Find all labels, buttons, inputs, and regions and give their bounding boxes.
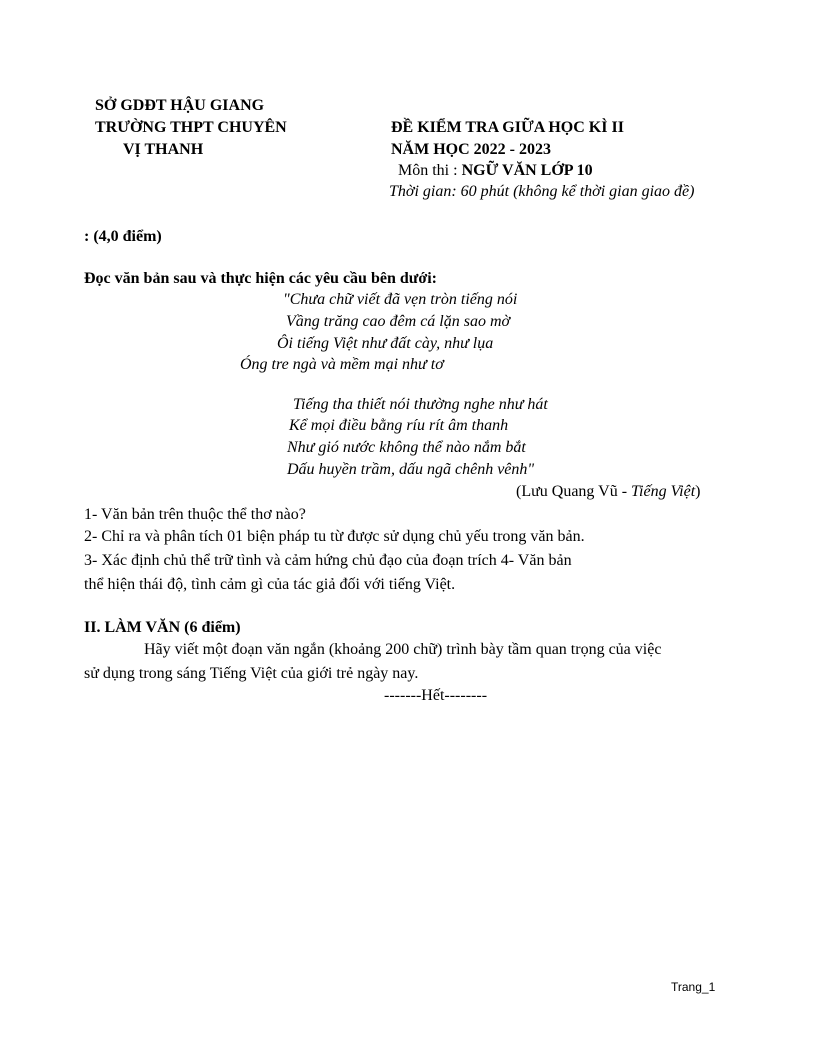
poem-line: Kể mọi điều bằng ríu rít âm thanh xyxy=(289,417,509,434)
school-name-cont: VỊ THANH xyxy=(123,141,204,158)
page-number: Trang_1 xyxy=(671,980,716,994)
reading-instruction: Đọc văn bản sau và thực hiện các yêu cầu bên dưới: xyxy=(84,270,437,287)
source-title: Tiếng Việt xyxy=(631,483,696,500)
writing-prompt-cont: sử dụng trong sáng Tiếng Việt của giới trẻ ngày nay. xyxy=(84,665,419,682)
section1-heading: : (4,0 điểm) xyxy=(84,228,162,245)
poem-line: Óng tre ngà và mềm mại như tơ xyxy=(240,356,444,373)
exam-title: ĐỀ KIỂM TRA GIỮA HỌC KÌ II xyxy=(391,119,624,136)
poem-line: "Chưa chữ viết đã vẹn tròn tiếng nói xyxy=(283,291,518,308)
question-2: 2- Chỉ ra và phân tích 01 biện pháp tu từ được sử dụng chủ yếu trong văn bản. xyxy=(84,528,585,545)
exam-duration: Thời gian: 60 phút (không kể thời gian giao đề) xyxy=(389,183,695,200)
exam-subject xyxy=(398,161,593,181)
subject-prefix: Môn thi : xyxy=(398,162,462,179)
question-1: 1- Văn bản trên thuộc thể thơ nào? xyxy=(84,506,306,523)
question-4: thể hiện thái độ, tình cảm gì của tác giả đối với tiếng Việt. xyxy=(84,576,456,593)
poem-source xyxy=(516,482,701,502)
poem-line: Tiếng tha thiết nói thường nghe như hát xyxy=(293,396,548,413)
poem-line: Dấu huyền trầm, dấu ngã chênh vênh" xyxy=(287,461,535,478)
writing-prompt: Hãy viết một đoạn văn ngắn (khoảng 200 chữ) trình bày tầm quan trọng của việc xyxy=(144,641,662,658)
school-name: TRƯỜNG THPT CHUYÊN xyxy=(95,119,287,136)
poem-line: Ôi tiếng Việt như đất cày, như lụa xyxy=(277,335,494,352)
question-3: 3- Xác định chủ thể trữ tình và cảm hứng chủ đạo của đoạn trích 4- Văn bản xyxy=(84,552,572,569)
poem-line: Như gió nước không thể nào nắm bắt xyxy=(287,439,526,456)
department-name: SỞ GDĐT HẬU GIANG xyxy=(95,97,265,114)
school-year: NĂM HỌC 2022 - 2023 xyxy=(391,141,551,158)
source-author: (Lưu Quang Vũ - xyxy=(516,483,632,500)
end-mark: -------Hết-------- xyxy=(384,687,488,704)
section2-heading: II. LÀM VĂN (6 điểm) xyxy=(84,619,241,636)
source-close: ) xyxy=(695,483,701,500)
subject-name: NGỮ VĂN LỚP 10 xyxy=(461,162,593,179)
poem-line: Vầng trăng cao đêm cá lặn sao mờ xyxy=(286,313,511,330)
